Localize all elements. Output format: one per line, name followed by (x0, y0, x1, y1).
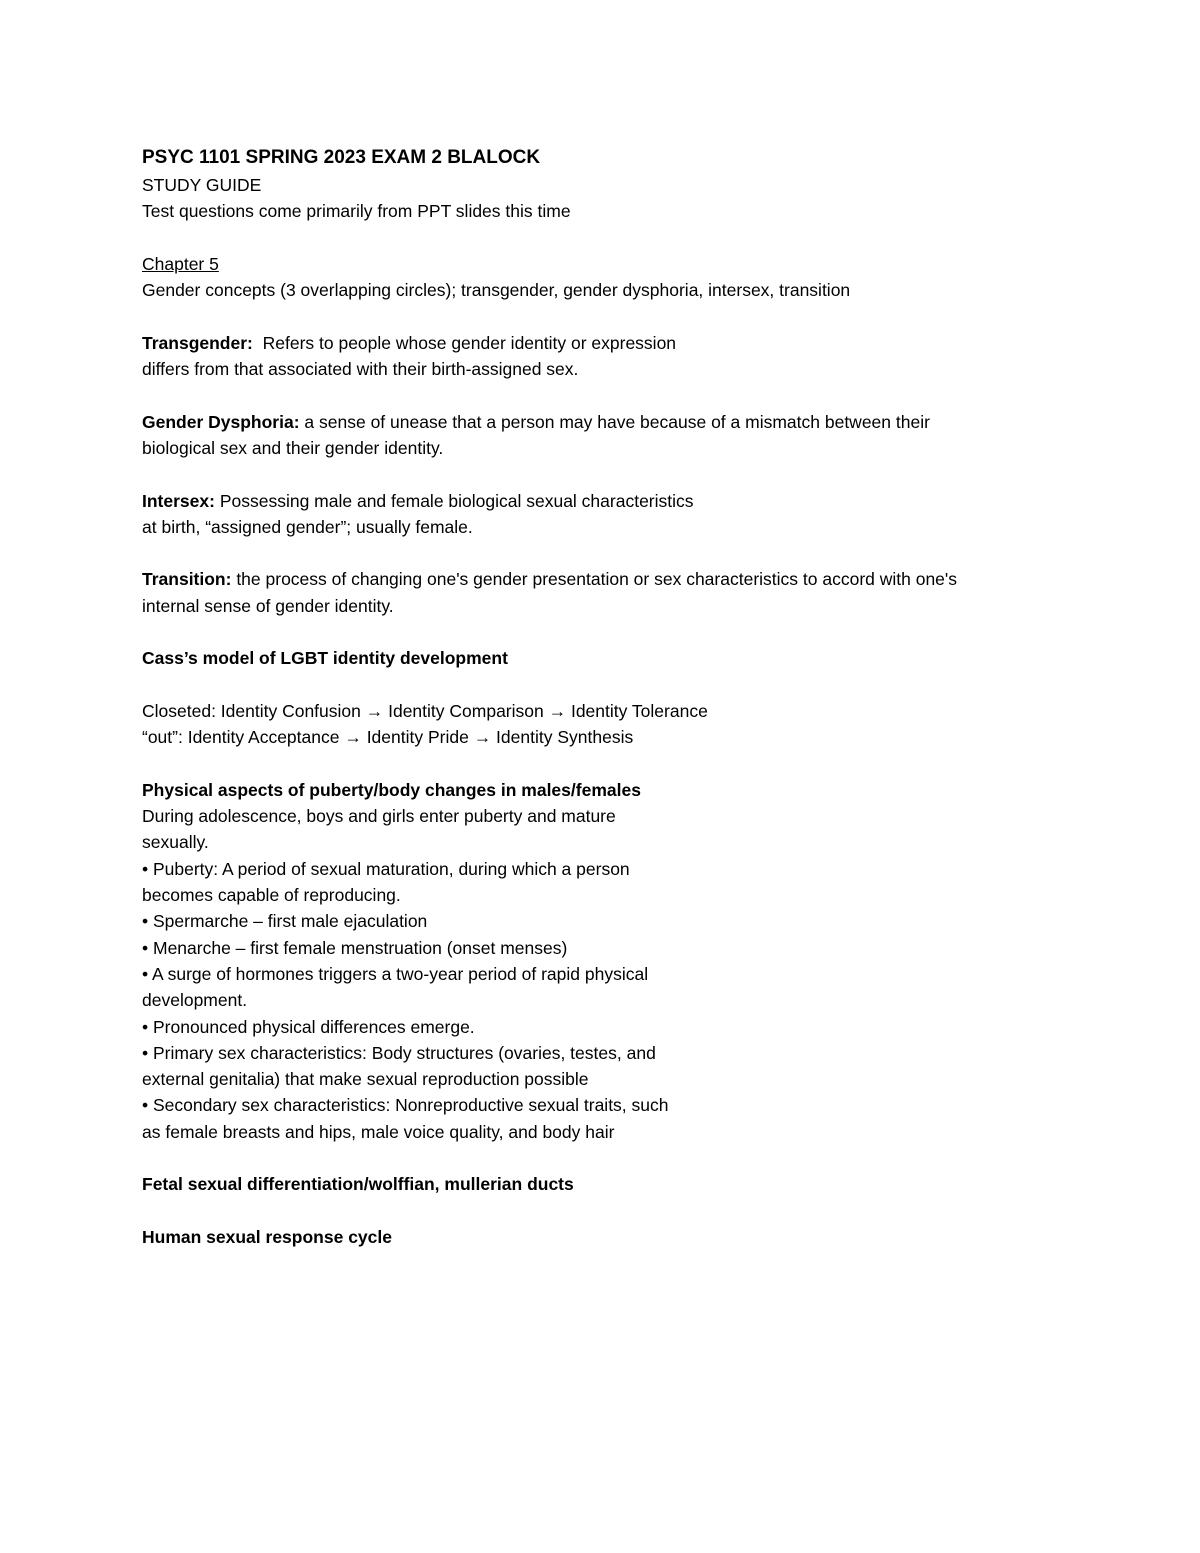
cass-model-heading: Cass’s model of LGBT identity development (142, 648, 508, 669)
document-title: PSYC 1101 SPRING 2023 EXAM 2 BLALOCK (142, 147, 541, 168)
list-item-text: • Menarche – first female menstruation (onset menses) (142, 937, 568, 958)
spacer (142, 540, 1102, 566)
definition-text: Possessing male and female biological sexual characteristics (214, 490, 694, 511)
spacer (142, 461, 1102, 487)
document-page (142, 144, 1102, 1250)
list-item-text: • Puberty: A period of sexual maturation, during which a person (142, 858, 630, 879)
term-label: Transgender: (142, 332, 253, 353)
document-note: Test questions come primarily from PPT slides this time (142, 201, 571, 222)
spacer (142, 1198, 1102, 1224)
sexual-response-cycle-heading: Human sexual response cycle (142, 1226, 392, 1247)
term-label: Intersex: (142, 490, 215, 511)
list-item-text: • A surge of hormones triggers a two-year period of rapid physical (142, 963, 649, 984)
definition-text: differs from that associated with their birth-assigned sex. (142, 359, 579, 380)
puberty-intro: sexually. (142, 832, 209, 853)
definition-text: the process of changing one's gender presentation or sex characteristics to accord with one's (231, 569, 958, 590)
definition-transgender (142, 330, 1102, 383)
list-item-text: external genitalia) that make sexual reproduction possible (142, 1069, 589, 1090)
chapter-concepts: Gender concepts (3 overlapping circles); transgender, gender dysphoria, intersex, transition (142, 280, 851, 301)
fetal-differentiation-heading: Fetal sexual differentiation/wolffian, mullerian ducts (142, 1174, 574, 1195)
list-item (142, 961, 1102, 1014)
definition-gender-dysphoria (142, 409, 1102, 462)
spacer (142, 619, 1102, 645)
spacer (142, 751, 1102, 777)
list-item (142, 935, 1102, 961)
term-label: Gender Dysphoria: (142, 411, 300, 432)
spacer (142, 303, 1102, 329)
list-item-text: • Pronounced physical differences emerge. (142, 1016, 475, 1037)
definition-text: at birth, “assigned gender”; usually female. (142, 516, 473, 537)
list-item-text: as female breasts and hips, male voice quality, and body hair (142, 1121, 615, 1142)
puberty-intro: During adolescence, boys and girls enter puberty and mature (142, 806, 616, 827)
definition-intersex (142, 488, 1102, 541)
puberty-bullet-list (142, 856, 1102, 1145)
spacer (142, 382, 1102, 408)
chapter-heading: Chapter 5 (142, 253, 219, 274)
list-item-text: becomes capable of reproducing. (142, 885, 401, 906)
list-item-text: • Secondary sex characteristics: Nonreproductive sexual traits, such (142, 1095, 669, 1116)
puberty-heading: Physical aspects of puberty/body changes in males/females (142, 779, 641, 800)
list-item-text: • Primary sex characteristics: Body structures (ovaries, testes, and (142, 1042, 656, 1063)
list-item (142, 856, 1102, 909)
definition-transition (142, 566, 1102, 619)
list-item (142, 1014, 1102, 1040)
list-item-text: • Spermarche – first male ejaculation (142, 911, 428, 932)
definition-text: a sense of unease that a person may have because of a mismatch between their (299, 411, 930, 432)
spacer (142, 672, 1102, 698)
definition-text: biological sex and their gender identity. (142, 437, 444, 458)
definition-text: internal sense of gender identity. (142, 595, 394, 616)
list-item-text: development. (142, 990, 248, 1011)
list-item (142, 908, 1102, 934)
spacer (142, 1145, 1102, 1171)
term-label: Transition: (142, 569, 232, 590)
cass-out-stages: “out”: Identity Acceptance → Identity Pride → Identity Synthesis (142, 727, 634, 748)
definition-text: Refers to people whose gender identity or expression (252, 332, 677, 353)
cass-closeted-stages: Closeted: Identity Confusion → Identity Comparison → Identity Tolerance (142, 700, 708, 721)
document-subtitle: STUDY GUIDE (142, 175, 262, 195)
list-item (142, 1040, 1102, 1093)
spacer (142, 225, 1102, 251)
list-item (142, 1092, 1102, 1145)
